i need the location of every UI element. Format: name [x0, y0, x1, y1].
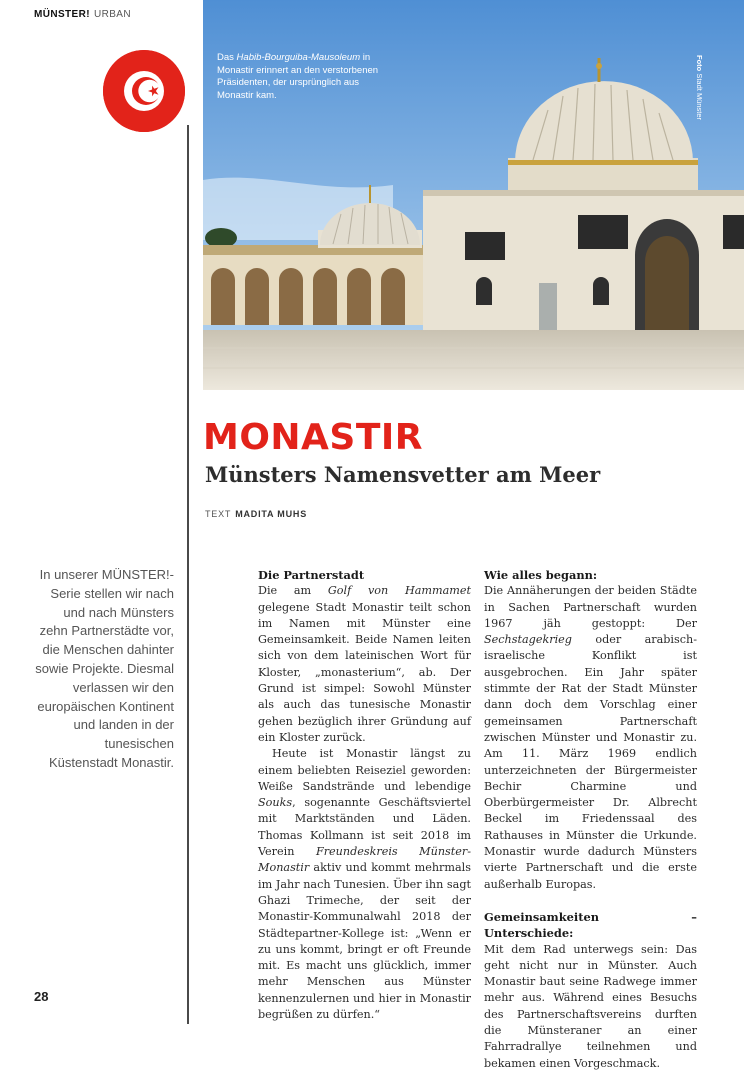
section-heading-wie-alles-begann: Wie alles begann:: [484, 568, 598, 582]
text-run: , sogenannte Geschäftsviertel mit Marktständen und Läden. Thomas Kollmann ist seit 2018 im Verein: [258, 796, 471, 859]
intro-series-name: MÜNSTER!-Serie: [50, 567, 174, 601]
magazine-header: [34, 9, 131, 20]
intro-text-after: stellen wir nach und nach Münsters zehn Partnerstädte vor, die Menschen dahinter sowie Projekte. Diesmal verlassen wir den europäischen Kontinent und landen in der tunesischen Küstenstadt Monastir.: [35, 585, 174, 770]
tunisia-flag-icon: [103, 50, 185, 132]
paragraph-spacer: [484, 893, 697, 909]
italic-term: Souks: [258, 796, 293, 810]
paragraph: [258, 746, 471, 1023]
caption-mausoleum-name: Habib-Bourguiba-Mausoleum: [236, 52, 361, 63]
article-column-2: [484, 567, 697, 1072]
text-run: aktiv und kommt mehrmals im Jahr nach Tunesien. Über ihn sagt Ghazi Trimeche, der seit der Monastir-Kommunalwahl 2018 der Städtepartner-Kollege ist: „Wenn er zu uns kommt, bringt er oft Freunde mit. Es macht uns glücklich, immer mehr Menschen aus Münster kennenzulernen und hier in Monastir begrüßen zu dürfen.“: [258, 861, 471, 1022]
column-divider: [187, 125, 189, 1024]
section-name: URBAN: [93, 9, 131, 20]
author-name: MADITA MUHS: [235, 509, 307, 519]
text-run: gelegene Stadt Monastir teilt schon im Namen mit Münster eine Gemeinsamkeit. Beide Namen leiten sich von dem lateinischen Wort für Kloster, „monasterium“, ab. Der Grund ist simpel: Sowohl Münster als auch das tunesische Monastir gehen bezüglich ihrer Gründung auf ein Kloster zurück.: [258, 600, 471, 744]
photo-credit: [694, 55, 706, 135]
section-heading-partnerstadt: Die Partnerstadt: [258, 568, 365, 582]
text-run: Die Annäherungen der beiden Städte in Sachen Partnerschaft wurden 1967 jäh gestoppt: Der: [484, 584, 697, 630]
byline-label: TEXT: [205, 509, 232, 519]
byline: [205, 509, 307, 519]
text-run: Die am: [258, 584, 312, 598]
text-run: Heute ist Monastir längst zu einem beliebten Reiseziel geworden: Weiße Sandstrände und lebendige: [258, 747, 471, 793]
italic-term: Freundeskreis Münster-Monastir: [258, 845, 472, 875]
article-subtitle: Münsters Namensvetter am Meer: [205, 462, 601, 487]
photo-credit-label: Foto: [695, 55, 704, 72]
page-number: 28: [34, 989, 49, 1004]
article-column-1: [258, 567, 471, 1023]
intro-text-before: In unserer: [39, 567, 99, 582]
paragraph: [258, 583, 471, 746]
section-heading-gemeinsamkeiten: Gemeinsamkeiten – Unterschiede:: [484, 909, 697, 941]
intro-teaser: [34, 566, 174, 773]
italic-term: Golf von Hammamet: [327, 584, 471, 598]
italic-term: Sechstagekrieg: [484, 633, 572, 647]
paragraph: [484, 583, 697, 893]
photo-caption: [217, 52, 392, 102]
paragraph: Mit dem Rad unterwegs sein: Das geht nicht nur in Münster. Auch Monastir baut seine Radwege immer mehr aus. Während eines Besuchs des Partnerschaftsvereins durften die Münsteraner an einer Fahrradrallye teilnehmen und bekamen einen Vorgeschmack.: [484, 942, 697, 1070]
caption-text-post: in Monastir erinnert an den verstorbenen Präsidenten, der ursprünglich aus Monastir kam.: [217, 52, 379, 101]
text-run: oder arabisch-israelische Konflikt ist ausgebrochen. Ein Jahr später stimmte der Rat der Stadt Münster dann doch dem Vorschlag einer gemeinsamen Partnerschaft zwischen Münster und Monastir zu. Am 11. März 1969 endlich unterzeichneten der Bürgermeister Bechir Charmine und Oberbürgermeister Dr. Albrecht Beckel im Friedenssaal des Rathauses in Münster die Urkunde. Monastir wurde dadurch Münsters vierte Partnerschaft und die erste außerhalb Europas.: [484, 633, 697, 891]
photo-credit-source: Stadt Münster: [695, 73, 704, 121]
article-title: MONASTIR: [203, 417, 424, 458]
magazine-name: MÜNSTER!: [34, 9, 90, 20]
caption-text-pre: Das: [217, 52, 234, 63]
